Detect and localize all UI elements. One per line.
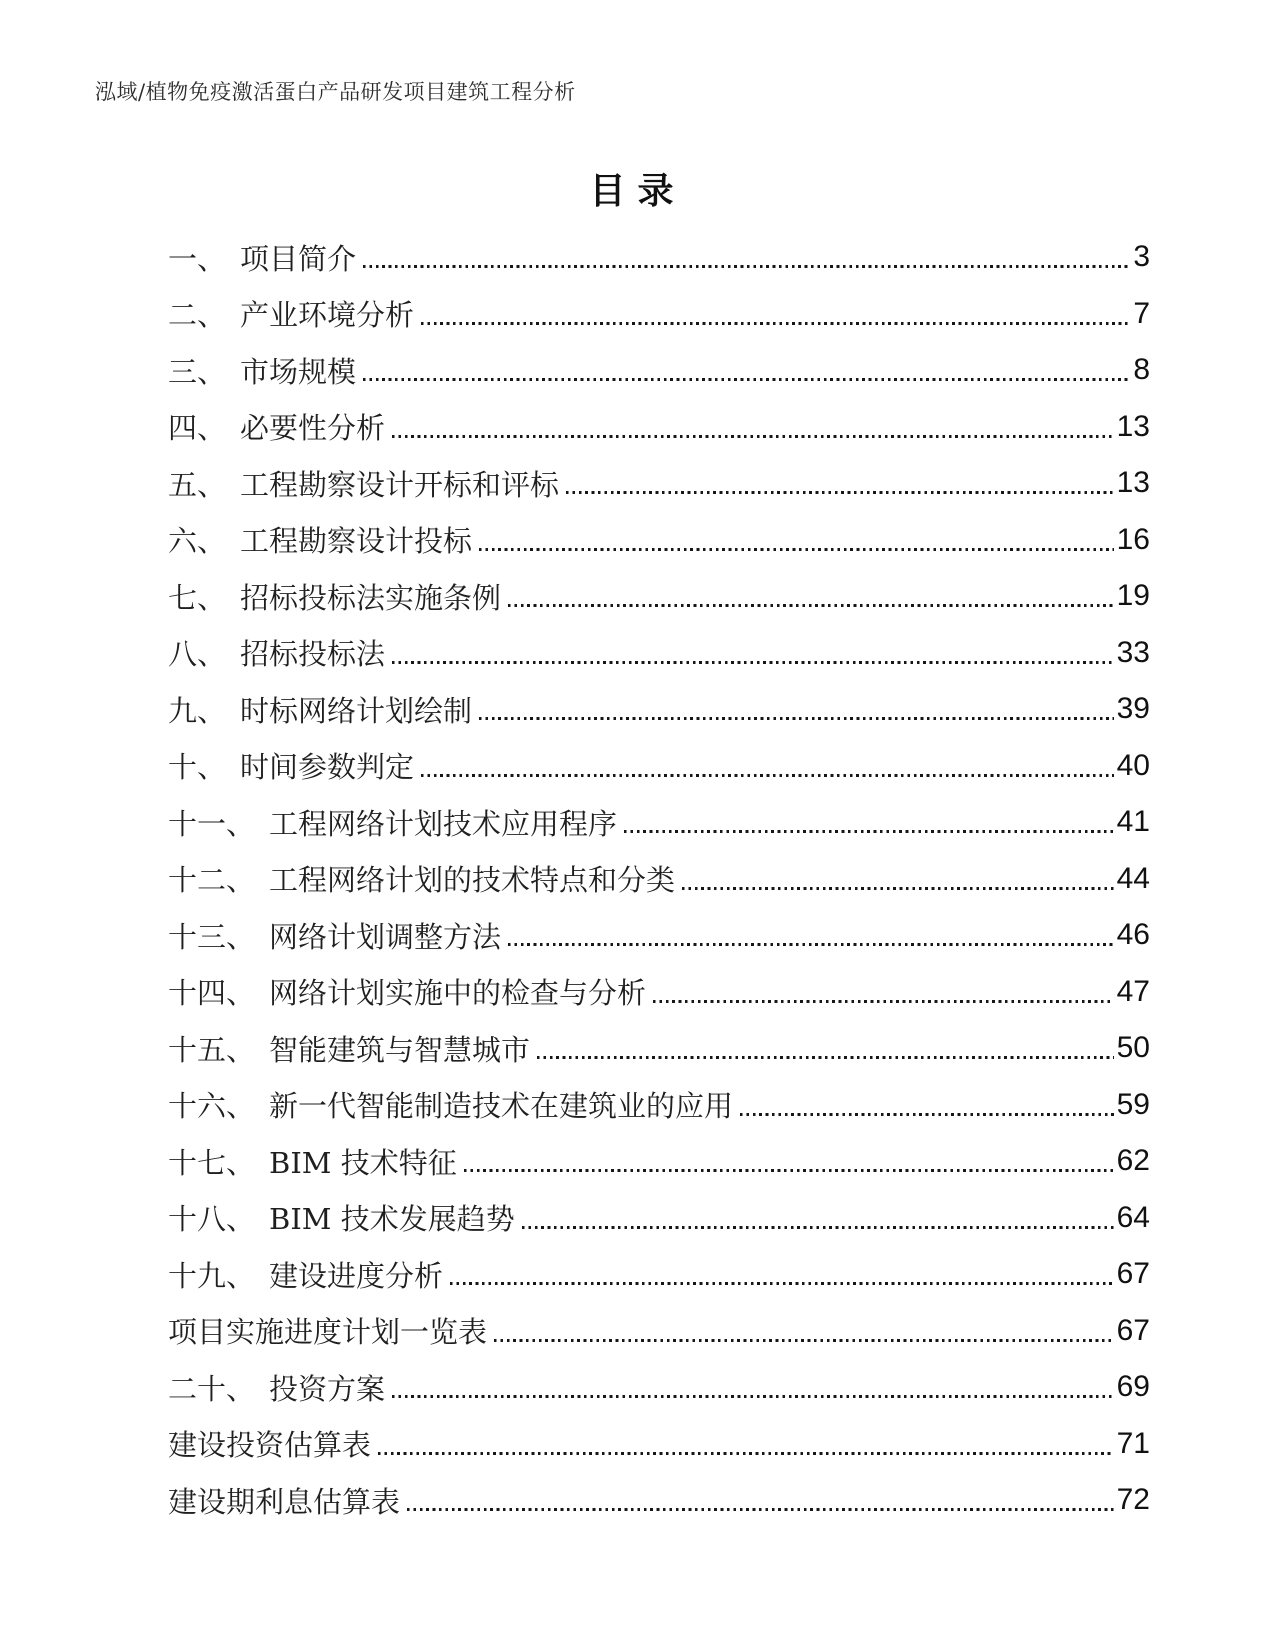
toc-entry[interactable] xyxy=(168,1246,1150,1303)
toc-leader-dots xyxy=(508,943,1114,946)
toc-entry-title: 建设投资估算表 xyxy=(168,1428,372,1463)
toc-page-number: 16 xyxy=(1116,522,1150,556)
toc-entry[interactable] xyxy=(168,1472,1150,1529)
toc-entry-number: 十六、 xyxy=(168,1089,256,1124)
toc-entry[interactable] xyxy=(168,907,1150,964)
toc-entry-number: 十二、 xyxy=(168,863,256,898)
toc-page-number: 8 xyxy=(1133,353,1150,387)
toc-leader-dots xyxy=(464,1169,1114,1172)
toc-page-number: 33 xyxy=(1116,635,1150,669)
toc-page-number: 72 xyxy=(1116,1483,1150,1517)
toc-page-number: 3 xyxy=(1133,240,1150,274)
toc-entry-title: 工程勘察设计开标和评标 xyxy=(240,467,560,502)
table-of-contents xyxy=(168,229,1150,1529)
toc-entry[interactable] xyxy=(168,1416,1150,1473)
toc-leader-dots xyxy=(392,1395,1114,1398)
toc-entry-number: 十八、 xyxy=(168,1202,256,1237)
toc-entry[interactable] xyxy=(168,568,1150,625)
toc-entry[interactable] xyxy=(168,286,1150,343)
toc-page-number: 39 xyxy=(1116,692,1150,726)
toc-leader-dots xyxy=(566,491,1114,494)
toc-entry-number: 九、 xyxy=(168,693,227,728)
toc-entry-title: 工程网络计划技术应用程序 xyxy=(269,806,618,841)
toc-leader-dots xyxy=(407,1508,1114,1511)
toc-leader-dots xyxy=(392,435,1114,438)
toc-entry-number: 二十、 xyxy=(168,1371,256,1406)
toc-entry[interactable] xyxy=(168,342,1150,399)
toc-entry-number: 七、 xyxy=(168,580,227,615)
toc-leader-dots xyxy=(378,1452,1114,1455)
toc-entry[interactable] xyxy=(168,1133,1150,1190)
toc-entry-title: 建设期利息估算表 xyxy=(168,1484,401,1519)
toc-entry-title: 投资方案 xyxy=(269,1371,386,1406)
toc-entry-title: 时标网络计划绘制 xyxy=(240,693,473,728)
toc-entry-title: 项目简介 xyxy=(240,241,357,276)
toc-page-number: 40 xyxy=(1116,748,1150,782)
toc-entry-number: 八、 xyxy=(168,637,227,672)
toc-entry-title: 时间参数判定 xyxy=(240,750,415,785)
toc-entry-title: 工程网络计划的技术特点和分类 xyxy=(269,863,676,898)
toc-entry[interactable] xyxy=(168,964,1150,1021)
toc-entry-title: 网络计划实施中的检查与分析 xyxy=(269,976,647,1011)
toc-leader-dots xyxy=(421,322,1130,325)
toc-page-number: 7 xyxy=(1133,296,1150,330)
toc-entry-title: 招标投标法 xyxy=(240,637,386,672)
toc-entry-number: 十四、 xyxy=(168,976,256,1011)
toc-page-number: 67 xyxy=(1116,1313,1150,1347)
toc-page-number: 67 xyxy=(1116,1257,1150,1291)
toc-page-number: 69 xyxy=(1116,1370,1150,1404)
toc-entry[interactable] xyxy=(168,738,1150,795)
toc-leader-dots xyxy=(421,774,1114,777)
toc-entry-title: 网络计划调整方法 xyxy=(269,919,502,954)
toc-entry-number: 十、 xyxy=(168,750,227,785)
toc-entry[interactable] xyxy=(168,1303,1150,1360)
toc-entry-number: 十九、 xyxy=(168,1258,256,1293)
toc-entry-title: 市场规模 xyxy=(240,354,357,389)
toc-page-number: 46 xyxy=(1116,918,1150,952)
toc-entry-title: 必要性分析 xyxy=(240,411,386,446)
toc-entry-title: 智能建筑与智慧城市 xyxy=(269,1032,531,1067)
toc-page-number: 44 xyxy=(1116,861,1150,895)
toc-leader-dots xyxy=(508,604,1114,607)
toc-entry[interactable] xyxy=(168,794,1150,851)
toc-entry-title: 工程勘察设计投标 xyxy=(240,524,473,559)
toc-page-number: 50 xyxy=(1116,1031,1150,1065)
toc-leader-dots xyxy=(537,1056,1114,1059)
toc-entry-title: 产业环境分析 xyxy=(240,298,415,333)
toc-entry-number: 三、 xyxy=(168,354,227,389)
toc-leader-dots xyxy=(479,548,1114,551)
toc-entry[interactable] xyxy=(168,681,1150,738)
toc-entry-number: 一、 xyxy=(168,241,227,276)
toc-page-number: 41 xyxy=(1116,805,1150,839)
toc-leader-dots xyxy=(494,1339,1114,1342)
toc-entry-title: BIM 技术特征 xyxy=(269,1145,457,1180)
toc-entry[interactable] xyxy=(168,1077,1150,1134)
toc-entry[interactable] xyxy=(168,625,1150,682)
toc-leader-dots xyxy=(363,378,1130,381)
toc-leader-dots xyxy=(392,661,1114,664)
toc-page-number: 19 xyxy=(1116,579,1150,613)
toc-page-number: 59 xyxy=(1116,1087,1150,1121)
toc-page-number: 13 xyxy=(1116,409,1150,443)
toc-entry[interactable] xyxy=(168,455,1150,512)
toc-entry[interactable] xyxy=(168,399,1150,456)
toc-entry[interactable] xyxy=(168,1190,1150,1247)
document-header: 泓域/植物免疫激活蛋白产品研发项目建筑工程分析 xyxy=(95,80,576,104)
toc-page-number: 71 xyxy=(1116,1426,1150,1460)
toc-entry[interactable] xyxy=(168,1020,1150,1077)
toc-leader-dots xyxy=(653,1000,1114,1003)
toc-leader-dots xyxy=(740,1113,1114,1116)
toc-leader-dots xyxy=(479,717,1114,720)
toc-leader-dots xyxy=(682,887,1114,890)
toc-entry-number: 十七、 xyxy=(168,1145,256,1180)
toc-page-number: 64 xyxy=(1116,1200,1150,1234)
toc-entry[interactable] xyxy=(168,851,1150,908)
toc-leader-dots xyxy=(624,830,1114,833)
toc-entry-number: 十三、 xyxy=(168,919,256,954)
toc-entry-number: 六、 xyxy=(168,524,227,559)
toc-entry-number: 十五、 xyxy=(168,1032,256,1067)
toc-entry-number: 五、 xyxy=(168,467,227,502)
toc-leader-dots xyxy=(522,1226,1114,1229)
toc-entry-number: 二、 xyxy=(168,298,227,333)
toc-page-number: 62 xyxy=(1116,1144,1150,1178)
toc-entry-number: 四、 xyxy=(168,411,227,446)
toc-entry-title: 项目实施进度计划一览表 xyxy=(168,1315,488,1350)
toc-entry-title: 建设进度分析 xyxy=(269,1258,444,1293)
toc-entry[interactable] xyxy=(168,512,1150,569)
toc-entry-title: BIM 技术发展趋势 xyxy=(269,1202,515,1237)
toc-entry-title: 新一代智能制造技术在建筑业的应用 xyxy=(269,1089,734,1124)
toc-entry[interactable] xyxy=(168,229,1150,286)
toc-leader-dots xyxy=(363,265,1130,268)
toc-page-number: 47 xyxy=(1116,974,1150,1008)
toc-page-number: 13 xyxy=(1116,466,1150,500)
toc-entry-number: 十一、 xyxy=(168,806,256,841)
toc-entry[interactable] xyxy=(168,1359,1150,1416)
page-title: 目录 xyxy=(589,170,686,212)
toc-entry-title: 招标投标法实施条例 xyxy=(240,580,502,615)
toc-leader-dots xyxy=(450,1282,1114,1285)
